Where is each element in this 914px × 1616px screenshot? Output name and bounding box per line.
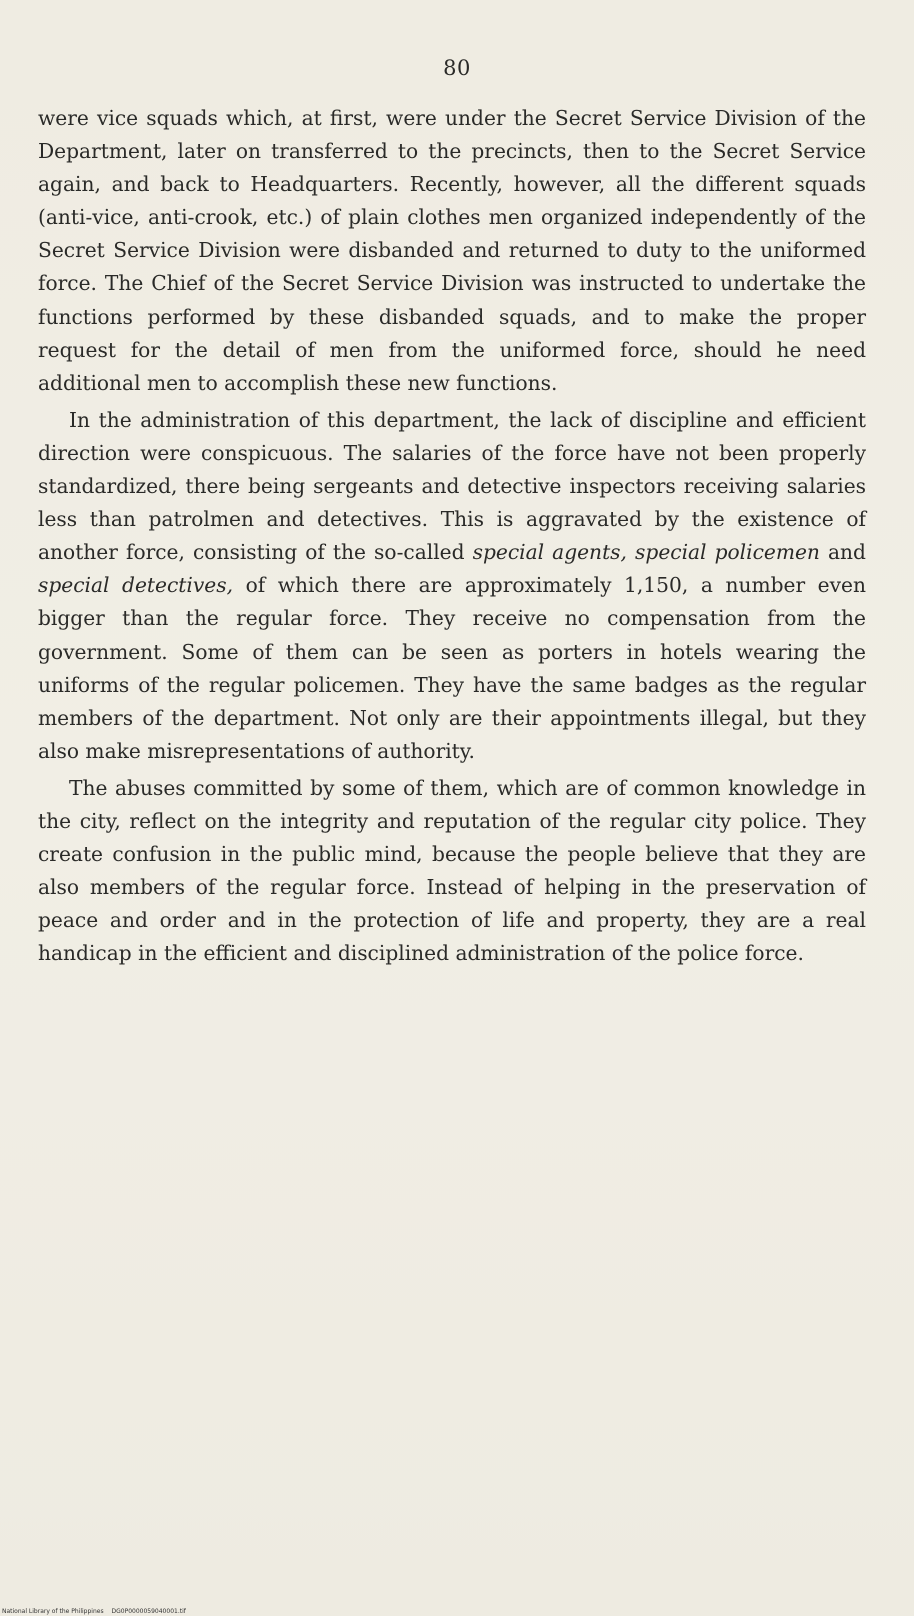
paragraph-2-italic-special-detectives: special detectives, xyxy=(38,573,233,598)
body-text xyxy=(38,102,866,974)
paragraph-2 xyxy=(38,404,866,768)
paragraph-2-text-between-italics: and xyxy=(819,540,866,565)
paragraph-3: The abuses committed by some of them, which are of common knowledge in the city, reflect on the integrity and reputation of the regular city police. They create confusion in the public mind, because the people believe that they are also members of the regular force. Instead of helping in the preservation of peace and order and in the protection of life and property, they are a real handicap in the efficient and disciplined administration of the police force. xyxy=(38,775,866,966)
paragraph-2-text-before-italic: In the administration of this department, the lack of discipline and efficient direction were conspicuous. The salaries of the force have not been properly standardized, there being sergeants and detective inspectors receiving salaries less than patrolmen and detectives. This is aggravated by the existence of another force, consisting of the so-called xyxy=(38,407,866,565)
paragraph-2-text-after-italic: of which there are approximately 1,150, a number even bigger than the regular force. They receive no compensation from the government. Some of them can be seen as porters in hotels wearing the uniforms of the regular policemen. They have the same badges as the regular members of the department. Not only are their appointments illegal, but they also make misrepresentations of authority. xyxy=(38,573,866,763)
paragraph-2-italic-special-agents: special agents, special policemen xyxy=(472,540,820,565)
paragraph-1: were vice squads which, at first, were under the Secret Service Division of the Department, later on transferred to the precincts, then to the Secret Service again, and back to Headquarters. Recently, however, all the different squads (anti-vice, anti-crook, etc.) of plain clothes men organized independently of the Secret Service Division were disbanded and returned to duty to the uniformed force. The Chief of the Secret Service Division was instructed to undertake the functions performed by these disbanded squads, and to make the proper request for the detail of men from the uniformed force, should he need additional men to accomplish these new functions. xyxy=(38,106,866,395)
footer-source: National Library of the Philippines xyxy=(2,1608,104,1615)
scan-footer xyxy=(2,1608,186,1615)
page-number: 80 xyxy=(443,56,471,80)
footer-file-id: DG0P0000059040001.tif xyxy=(111,1608,186,1615)
